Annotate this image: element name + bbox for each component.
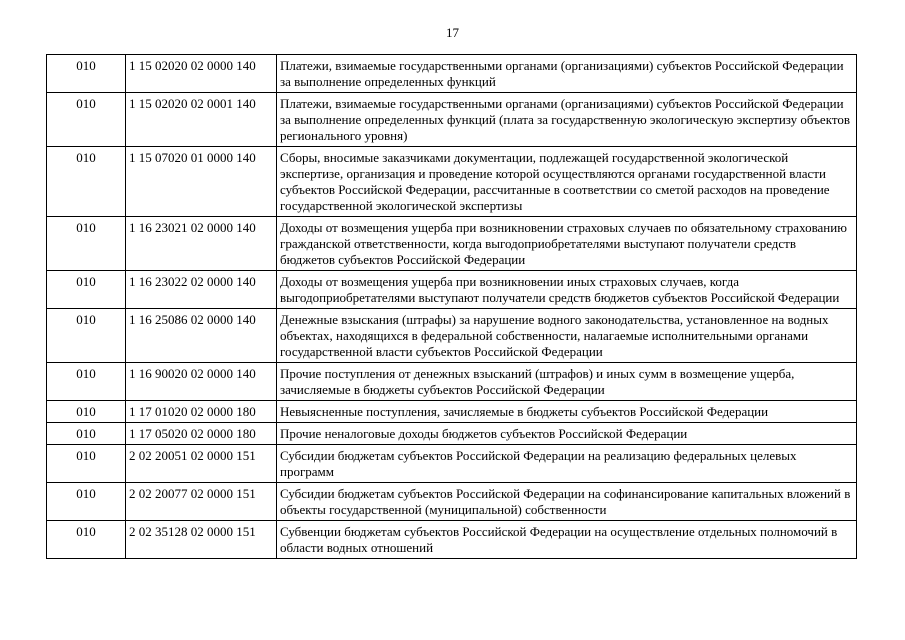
- table-row: [47, 147, 857, 217]
- classification-code-cell: 1 17 05020 02 0000 180: [126, 423, 277, 445]
- table-row: [47, 423, 857, 445]
- classification-code-cell: 1 16 23021 02 0000 140: [126, 217, 277, 271]
- description-cell: Денежные взыскания (штрафы) за нарушение водного законодательства, установленное на водных объектах, находящихся в федеральной собственности, налагаемые исполнительными органами государственной власти субъектов Российской Федерации: [277, 309, 857, 363]
- classification-code-cell: 2 02 20077 02 0000 151: [126, 483, 277, 521]
- classification-code-cell: 1 17 01020 02 0000 180: [126, 401, 277, 423]
- admin-code-cell: 010: [47, 309, 126, 363]
- admin-code-cell: 010: [47, 521, 126, 559]
- table-body: [47, 55, 857, 559]
- admin-code-cell: 010: [47, 217, 126, 271]
- classification-code-cell: 1 15 02020 02 0001 140: [126, 93, 277, 147]
- table-row: [47, 93, 857, 147]
- classification-code-cell: 1 16 25086 02 0000 140: [126, 309, 277, 363]
- table-row: [47, 363, 857, 401]
- admin-code-cell: 010: [47, 445, 126, 483]
- classification-code-cell: 2 02 35128 02 0000 151: [126, 521, 277, 559]
- page-number: 17: [446, 25, 459, 40]
- table-row: [47, 309, 857, 363]
- description-cell: Платежи, взимаемые государственными органами (организациями) субъектов Российской Федерации за выполнение определенных функций: [277, 55, 857, 93]
- table-row: [47, 55, 857, 93]
- description-cell: Субсидии бюджетам субъектов Российской Федерации на софинансирование капитальных вложений в объекты государственной (муниципальной) собственности: [277, 483, 857, 521]
- classification-code-cell: 2 02 20051 02 0000 151: [126, 445, 277, 483]
- admin-code-cell: 010: [47, 423, 126, 445]
- description-cell: Доходы от возмещения ущерба при возникновении страховых случаев по обязательному страхованию гражданской ответственности, когда выгодоприобретателями выступают получатели средств бюджетов субъектов Российской Федерации: [277, 217, 857, 271]
- classification-code-cell: 1 16 90020 02 0000 140: [126, 363, 277, 401]
- description-cell: Невыясненные поступления, зачисляемые в бюджеты субъектов Российской Федерации: [277, 401, 857, 423]
- classification-code-cell: 1 15 02020 02 0000 140: [126, 55, 277, 93]
- admin-code-cell: 010: [47, 401, 126, 423]
- budget-classification-table: [46, 54, 857, 559]
- admin-code-cell: 010: [47, 93, 126, 147]
- description-cell: Сборы, вносимые заказчиками документации, подлежащей государственной экологической экспертизе, организация и проведение которой осуществляются органами государственной власти субъектов Российской Федерации, рассчитанные в соответствии со сметой расходов на проведение государственной экологической экспертизы: [277, 147, 857, 217]
- classification-code-cell: 1 16 23022 02 0000 140: [126, 271, 277, 309]
- description-cell: Платежи, взимаемые государственными органами (организациями) субъектов Российской Федерации за выполнение определенных функций (плата за государственную экологическую экспертизу объектов регионального уровня): [277, 93, 857, 147]
- admin-code-cell: 010: [47, 271, 126, 309]
- description-cell: Субвенции бюджетам субъектов Российской Федерации на осуществление отдельных полномочий в области водных отношений: [277, 521, 857, 559]
- description-cell: Прочие неналоговые доходы бюджетов субъектов Российской Федерации: [277, 423, 857, 445]
- admin-code-cell: 010: [47, 363, 126, 401]
- description-cell: Доходы от возмещения ущерба при возникновении иных страховых случаев, когда выгодоприобретателями выступают получатели средств бюджетов субъектов Российской Федерации: [277, 271, 857, 309]
- admin-code-cell: 010: [47, 483, 126, 521]
- table-row: [47, 445, 857, 483]
- table-row: [47, 217, 857, 271]
- table-row: [47, 271, 857, 309]
- table-row: [47, 401, 857, 423]
- admin-code-cell: 010: [47, 55, 126, 93]
- description-cell: Субсидии бюджетам субъектов Российской Федерации на реализацию федеральных целевых программ: [277, 445, 857, 483]
- admin-code-cell: 010: [47, 147, 126, 217]
- classification-code-cell: 1 15 07020 01 0000 140: [126, 147, 277, 217]
- description-cell: Прочие поступления от денежных взысканий (штрафов) и иных сумм в возмещение ущерба, зачисляемые в бюджеты субъектов Российской Федерации: [277, 363, 857, 401]
- table-row: [47, 483, 857, 521]
- table-row: [47, 521, 857, 559]
